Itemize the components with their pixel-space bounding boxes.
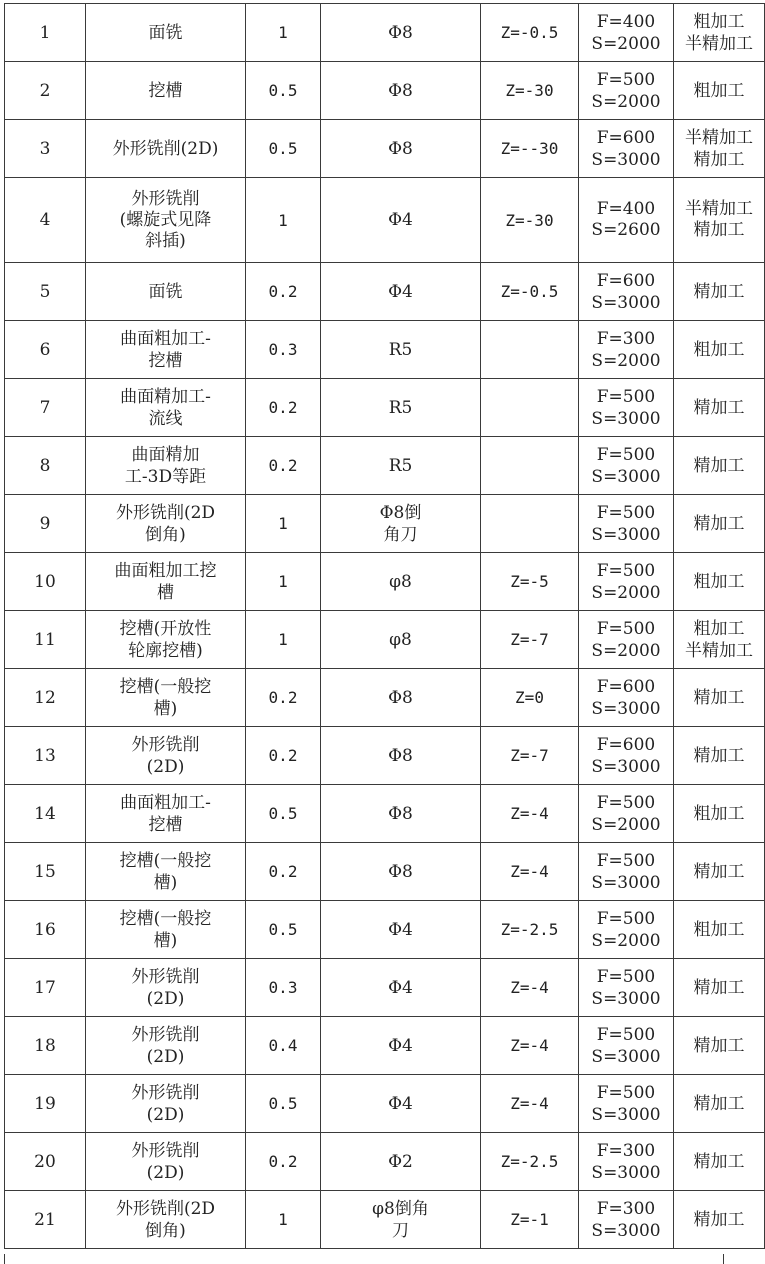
cell-tool: Φ8	[321, 727, 481, 785]
cell-operation: 挖槽(一般挖 槽)	[86, 901, 246, 959]
cell-step-depth: 0.2	[246, 669, 321, 727]
cell-feed-speed: F=600 S=3000	[579, 727, 674, 785]
cell-feed-speed: F=500 S=2000	[579, 785, 674, 843]
table-row	[5, 959, 765, 1017]
cell-step-depth: 0.2	[246, 437, 321, 495]
cell-step-number: 15	[5, 843, 86, 901]
cell-operation: 挖槽(一般挖 槽)	[86, 669, 246, 727]
table-row	[5, 321, 765, 379]
cell-step-number: 13	[5, 727, 86, 785]
cell-operation: 外形铣削 (2D)	[86, 1075, 246, 1133]
table-row	[5, 120, 765, 178]
cell-tool: Φ4	[321, 263, 481, 321]
cell-step-number: 12	[5, 669, 86, 727]
cell-step-number: 7	[5, 379, 86, 437]
cell-machining-stage: 粗加工	[674, 321, 765, 379]
cell-tool: Φ8	[321, 669, 481, 727]
table-row	[5, 611, 765, 669]
cell-feed-speed: F=500 S=2000	[579, 553, 674, 611]
cell-step-depth: 0.2	[246, 843, 321, 901]
cell-operation: 曲面粗加工- 挖槽	[86, 321, 246, 379]
cell-tool: Φ8	[321, 843, 481, 901]
cell-z-depth: Z=-4	[481, 959, 579, 1017]
cell-z-depth	[481, 379, 579, 437]
cell-z-depth: Z=-0.5	[481, 4, 579, 62]
table-row	[5, 379, 765, 437]
cell-z-depth: Z=-7	[481, 727, 579, 785]
cell-feed-speed: F=500 S=2000	[579, 62, 674, 120]
cell-operation: 外形铣削 (2D)	[86, 1133, 246, 1191]
cell-feed-speed: F=600 S=3000	[579, 669, 674, 727]
cell-operation: 挖槽(开放性 轮廓挖槽)	[86, 611, 246, 669]
table-row	[5, 178, 765, 263]
table-row	[5, 495, 765, 553]
cell-tool: Φ8倒 角刀	[321, 495, 481, 553]
cell-feed-speed: F=500 S=2000	[579, 611, 674, 669]
cell-feed-speed: F=500 S=3000	[579, 1075, 674, 1133]
cell-operation: 外形铣削(2D)	[86, 120, 246, 178]
cell-step-number: 11	[5, 611, 86, 669]
cell-feed-speed: F=500 S=3000	[579, 959, 674, 1017]
cell-feed-speed: F=500 S=2000	[579, 901, 674, 959]
cell-z-depth: Z=-2.5	[481, 1133, 579, 1191]
process-table	[4, 3, 765, 1249]
cell-machining-stage: 粗加工	[674, 901, 765, 959]
cell-step-number: 18	[5, 1017, 86, 1075]
cell-z-depth: Z=-5	[481, 553, 579, 611]
cell-tool: R5	[321, 379, 481, 437]
cell-tool: φ8	[321, 611, 481, 669]
table-row	[5, 62, 765, 120]
cell-step-number: 20	[5, 1133, 86, 1191]
cell-machining-stage: 粗加工	[674, 553, 765, 611]
cell-step-depth: 0.2	[246, 379, 321, 437]
cell-feed-speed: F=300 S=3000	[579, 1191, 674, 1249]
cell-step-depth: 1	[246, 178, 321, 263]
cell-operation: 面铣	[86, 263, 246, 321]
cell-tool: Φ4	[321, 959, 481, 1017]
cell-tool: Φ4	[321, 901, 481, 959]
cell-operation: 曲面精加 工-3D等距	[86, 437, 246, 495]
cell-feed-speed: F=300 S=2000	[579, 321, 674, 379]
cell-step-number: 14	[5, 785, 86, 843]
cell-step-depth: 0.5	[246, 120, 321, 178]
cell-machining-stage: 精加工	[674, 727, 765, 785]
table-row	[5, 4, 765, 62]
cell-tool: R5	[321, 321, 481, 379]
cell-step-number: 6	[5, 321, 86, 379]
table-row	[5, 553, 765, 611]
cell-step-number: 8	[5, 437, 86, 495]
table-row	[5, 1191, 765, 1249]
cell-z-depth: Z=-2.5	[481, 901, 579, 959]
cell-feed-speed: F=500 S=3000	[579, 495, 674, 553]
cell-z-depth: Z=--30	[481, 120, 579, 178]
cell-step-number: 5	[5, 263, 86, 321]
cell-tool: φ8	[321, 553, 481, 611]
cell-step-depth: 1	[246, 1191, 321, 1249]
cell-operation: 外形铣削(2D 倒角)	[86, 495, 246, 553]
table-continuation	[4, 1254, 724, 1264]
cell-feed-speed: F=500 S=3000	[579, 1017, 674, 1075]
cell-step-number: 3	[5, 120, 86, 178]
cell-step-number: 19	[5, 1075, 86, 1133]
cell-step-depth: 1	[246, 495, 321, 553]
cell-tool: Φ8	[321, 120, 481, 178]
table-row	[5, 785, 765, 843]
cell-machining-stage: 精加工	[674, 437, 765, 495]
cell-machining-stage: 粗加工 半精加工	[674, 4, 765, 62]
cell-feed-speed: F=400 S=2600	[579, 178, 674, 263]
cell-machining-stage: 精加工	[674, 1133, 765, 1191]
cell-step-depth: 0.5	[246, 901, 321, 959]
cell-operation: 挖槽	[86, 62, 246, 120]
cell-step-number: 4	[5, 178, 86, 263]
cell-z-depth: Z=-4	[481, 1017, 579, 1075]
cell-feed-speed: F=600 S=3000	[579, 263, 674, 321]
cell-step-number: 9	[5, 495, 86, 553]
cell-step-number: 17	[5, 959, 86, 1017]
cell-tool: Φ4	[321, 1075, 481, 1133]
cell-machining-stage: 精加工	[674, 1075, 765, 1133]
cell-operation: 面铣	[86, 4, 246, 62]
cell-tool: Φ8	[321, 62, 481, 120]
cell-step-number: 2	[5, 62, 86, 120]
cell-tool: R5	[321, 437, 481, 495]
cell-tool: Φ8	[321, 785, 481, 843]
table-row	[5, 437, 765, 495]
cell-z-depth	[481, 437, 579, 495]
cell-operation: 外形铣削 (螺旋式见降 斜插)	[86, 178, 246, 263]
cell-tool: Φ4	[321, 178, 481, 263]
cell-z-depth: Z=-0.5	[481, 263, 579, 321]
cell-machining-stage: 粗加工 半精加工	[674, 611, 765, 669]
cell-machining-stage: 精加工	[674, 959, 765, 1017]
cell-step-depth: 0.5	[246, 62, 321, 120]
cell-tool: φ8倒角 刀	[321, 1191, 481, 1249]
cell-machining-stage: 粗加工	[674, 785, 765, 843]
cell-operation: 外形铣削 (2D)	[86, 959, 246, 1017]
cell-machining-stage: 精加工	[674, 843, 765, 901]
cell-machining-stage: 半精加工 精加工	[674, 120, 765, 178]
cell-operation: 曲面粗加工- 挖槽	[86, 785, 246, 843]
cell-feed-speed: F=500 S=3000	[579, 379, 674, 437]
cell-z-depth: Z=-4	[481, 785, 579, 843]
cell-feed-speed: F=500 S=3000	[579, 843, 674, 901]
cell-operation: 挖槽(一般挖 槽)	[86, 843, 246, 901]
cell-step-number: 1	[5, 4, 86, 62]
table-row	[5, 1017, 765, 1075]
cell-z-depth: Z=-30	[481, 178, 579, 263]
cell-step-number: 16	[5, 901, 86, 959]
cell-machining-stage: 精加工	[674, 1191, 765, 1249]
cell-feed-speed: F=600 S=3000	[579, 120, 674, 178]
cell-machining-stage: 精加工	[674, 379, 765, 437]
table-row	[5, 669, 765, 727]
cell-feed-speed: F=400 S=2000	[579, 4, 674, 62]
cell-operation: 曲面精加工- 流线	[86, 379, 246, 437]
cell-operation: 曲面粗加工挖 槽	[86, 553, 246, 611]
cell-step-depth: 0.5	[246, 1075, 321, 1133]
cell-step-depth: 1	[246, 611, 321, 669]
cell-step-depth: 0.3	[246, 959, 321, 1017]
cell-machining-stage: 精加工	[674, 669, 765, 727]
cell-machining-stage: 半精加工 精加工	[674, 178, 765, 263]
table-row	[5, 901, 765, 959]
cell-z-depth: Z=-7	[481, 611, 579, 669]
cell-z-depth	[481, 321, 579, 379]
table-row	[5, 727, 765, 785]
cell-step-depth: 0.2	[246, 1133, 321, 1191]
table-row	[5, 1075, 765, 1133]
cell-z-depth: Z=0	[481, 669, 579, 727]
cell-step-depth: 0.3	[246, 321, 321, 379]
cell-step-depth: 1	[246, 553, 321, 611]
cell-machining-stage: 精加工	[674, 1017, 765, 1075]
table-row	[5, 1133, 765, 1191]
cell-feed-speed: F=300 S=3000	[579, 1133, 674, 1191]
table-row	[5, 843, 765, 901]
cell-z-depth	[481, 495, 579, 553]
cell-step-number: 10	[5, 553, 86, 611]
table-row	[5, 263, 765, 321]
cell-z-depth: Z=-4	[481, 843, 579, 901]
cell-step-depth: 0.2	[246, 727, 321, 785]
cell-operation: 外形铣削(2D 倒角)	[86, 1191, 246, 1249]
cell-tool: Φ2	[321, 1133, 481, 1191]
cell-operation: 外形铣削 (2D)	[86, 1017, 246, 1075]
cell-machining-stage: 精加工	[674, 263, 765, 321]
cell-operation: 外形铣削 (2D)	[86, 727, 246, 785]
cell-tool: Φ4	[321, 1017, 481, 1075]
cell-step-depth: 0.5	[246, 785, 321, 843]
cell-step-depth: 0.2	[246, 263, 321, 321]
cell-z-depth: Z=-1	[481, 1191, 579, 1249]
cell-z-depth: Z=-30	[481, 62, 579, 120]
cell-machining-stage: 粗加工	[674, 62, 765, 120]
cell-machining-stage: 精加工	[674, 495, 765, 553]
cell-step-depth: 0.4	[246, 1017, 321, 1075]
cell-feed-speed: F=500 S=3000	[579, 437, 674, 495]
cell-z-depth: Z=-4	[481, 1075, 579, 1133]
cell-tool: Φ8	[321, 4, 481, 62]
cell-step-depth: 1	[246, 4, 321, 62]
cell-step-number: 21	[5, 1191, 86, 1249]
